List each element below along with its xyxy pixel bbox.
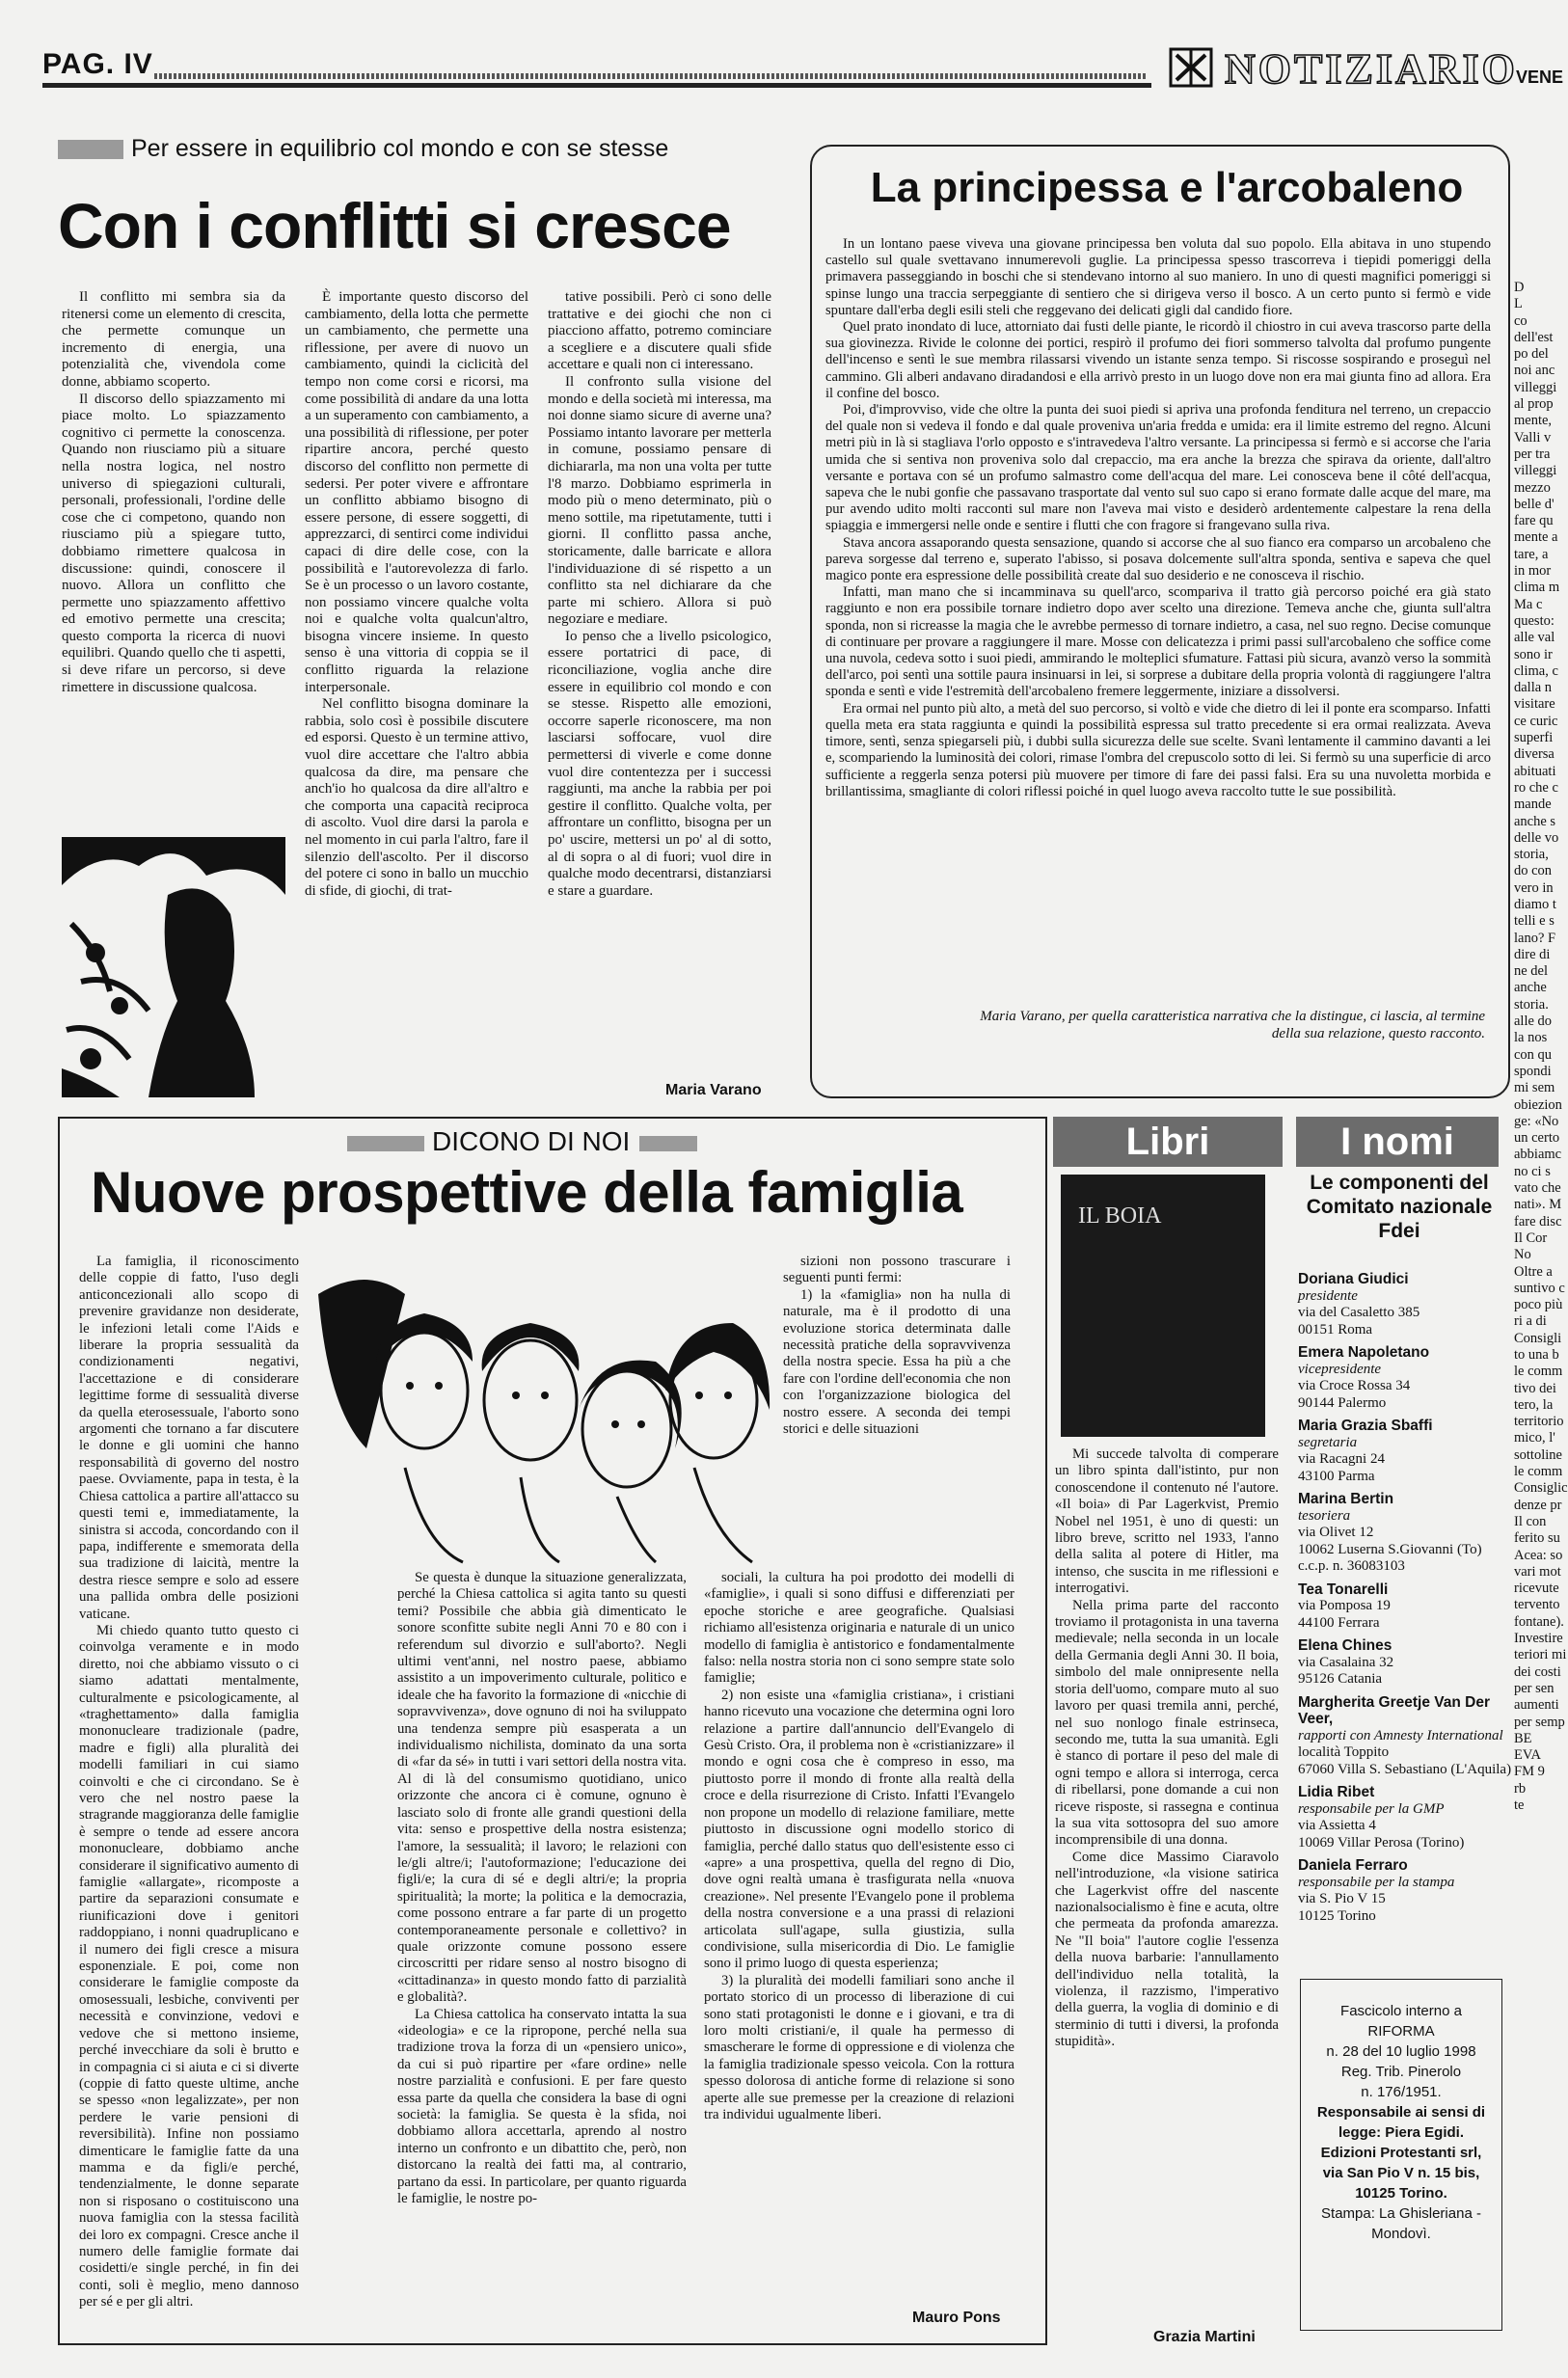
edge-fragment: Consigli bbox=[1514, 1330, 1562, 1346]
member-name: Tea Tonarelli bbox=[1298, 1581, 1389, 1598]
paragraph: Se questa è dunque la situazione generalizzata, perché la Chiesa cattolica si agita tanto su questi temi? Possibile che abbia già dimenticato le sonore sconfitte subite negli Anni 70 e 80 con i referendum sul divorzio e sull'aborto?. Negli ultimi vent'anni, nel nostro paese, abbiamo assistito a un impoverimento culturale, politico e ideale che ha favorito la formazione di «nicchie di sopravvivenza», dove ognuno di noi ha sviluppato una tendenza sempre più esasperata a un individualismo nichilista, dominato da una sorta di «far da sé» in tutti i vari settori della nostra vita. Al di là del consumismo quotidiano, unico orizzonte che ancora ci è comune, ognuno è lasciato solo di fronte alle grandi questioni della vita: senso e prospettive della nostra esistenza; l'amore, la sessualità; il lavoro; le relazioni con le/gli altre/i; l'autoformazione; l'educazione dei figli/e; la cura di sé e degli altri/e; la propria spiritualità; la morte; la politica e la democrazia, come possono entrare a far parte di un progetto contemporaneamente personale e collettivo? in quale orizzonte comune possono essere circoscritti per ridare senso al nostro bisogno di «cittadinanza» in questo mondo fatto di parzialità e globalità?. bbox=[397, 1570, 687, 2006]
edge-fragment: la nos bbox=[1514, 1030, 1548, 1046]
edge-fragment: superfi bbox=[1514, 730, 1554, 746]
paragraph: Nella prima parte del racconto troviamo il protagonista in una taverna medievale; nella seconda in un locale della Germania degli Anni 30. Il boia, simbolo del male onnipresente nella storia dell'uomo, comparе muto al suo lavoro per quasi tremila anni, perché, nel suo nonlogo finale estrinseca, secondo me, tutta la sua umanità. Egli è stanco di portare il peso del male di ogni tempo e allora si interroga, cerca di ribellarsi, pone domande a cui non riceve risposte, si rassegna e continua la sua vita sottosopra del suo amore incomprensibile di una donna. bbox=[1055, 1597, 1279, 1849]
paragraph: Mi succede talvolta di comperare un libro spinta dall'istinto, pur non conoscendone il contenuto né l'autore. «Il boia» di Par Lagerkvist, Premio Nobel nel 1951, è uno di questi: un libro breve, scritto nel 1933, l'anno della salita al potere di Hitler, ma intenso, che suscita in me riflessioni e interrogativi. bbox=[1055, 1446, 1279, 1597]
member-entry bbox=[1298, 1418, 1512, 1485]
edge-fragment: mezzo bbox=[1514, 479, 1551, 496]
edge-fragment: anche s bbox=[1514, 813, 1556, 829]
member-address: via Racagni 24 bbox=[1298, 1451, 1385, 1467]
edge-fragment: clima m bbox=[1514, 580, 1560, 596]
colophon-line: n. 176/1951. bbox=[1361, 2084, 1442, 2100]
kicker-marker bbox=[58, 140, 123, 159]
paragraph: Come dice Massimo Ciaravolo nell'introduzione, «la visione satirica che Lagerkvist offre del nascente nazionalsocialismo è fine e acuta, oltre che permeata da profonda amarezza. Ne "Il boia" l'autore coglie l'essenza della nuova barbarie: l'annullamento dell'individuo nella totalità, la violenza, il razzismo, l'imperativo della guerra, la voglia di dominio e di sterminio di tutti i diversi, la profonda stupidità». bbox=[1055, 1849, 1279, 2050]
edge-fragment: ricevute bbox=[1514, 1581, 1559, 1597]
paragraph: Quel prato inondato di luce, attorniato dai fusti delle piante, le ricordò il chiostro in cui aveva trascorso parte della sua giovinezza. Rivide le colonne dei portici, respirò il profumo dei fiori sommerso talvolta dal profumo pungente dell'incenso e sentì le sue membra rilassarsi vivendo un istante senza tempo. Si riscosse sospirando e proseguì nel cammino. Gli alberi andavano diradandosi e ella arrivò presto in un luogo dove non era mai giunta fino ad allora. Era il confine del bosco. bbox=[825, 319, 1491, 401]
member-address: via Casalaina 32 bbox=[1298, 1654, 1394, 1670]
article3-col3 bbox=[704, 1570, 1014, 2303]
edge-fragment: abbiamc bbox=[1514, 1147, 1562, 1163]
edge-fragment: mente, bbox=[1514, 413, 1553, 429]
paragraph: 1) la «famiglia» non ha nulla di naturale, ma è il prodotto di una evoluzione storica determinata dalle necessità pratiche della sopravvivenza della nostra specie. Essa ha più a che fare con l'ordine dell'economia che non con l'organizzazione biologica del nostro essere. A seconda dei tempi storici e delle situazioni bbox=[783, 1286, 1011, 1438]
kicker-text: DICONO DI NOI bbox=[432, 1126, 631, 1156]
edge-fragment: tervento bbox=[1514, 1597, 1560, 1613]
edge-fragment: po del bbox=[1514, 346, 1549, 363]
edge-fragment: territorio bbox=[1514, 1414, 1564, 1430]
paragraph: Io penso che a livello psicologico, essere portatrici di pace, di riconciliazione, voglia anche dire essere in equilibrio col mondo e con se stesse. Rispetto alle emozioni, occorre saperle riconoscere, ma non lasciarsi soffocare, vuol dire permettersi di viverle e come donne vuol dire contentezza per i successi raggiunti, ma anche la rabbia per poi gestire il conflitto. Qualche volta, per affrontare un conflitto, bisogna per un po' uscire, mettersi un po' al di sotto, al di sopra o al di fuori; vuol dire in qualche modo decentrarsi, distanziarsi e stare a guardare. bbox=[548, 628, 771, 899]
edge-fragment: dell'est bbox=[1514, 329, 1554, 345]
edge-fragment: le comm bbox=[1514, 1464, 1563, 1480]
books-body bbox=[1055, 1446, 1279, 2319]
header-rule-thin bbox=[154, 73, 1148, 79]
edge-fragment: Acea: so bbox=[1514, 1547, 1563, 1563]
edge-fragment: suntivo c bbox=[1514, 1280, 1565, 1296]
edge-fragment: al prop bbox=[1514, 396, 1554, 413]
edge-fragment: villeggi bbox=[1514, 379, 1557, 395]
edge-fragment: teriori mi bbox=[1514, 1647, 1567, 1663]
edge-fragment: delle vo bbox=[1514, 829, 1559, 846]
edge-fragment: lano? F bbox=[1514, 930, 1556, 946]
masthead-logo-icon bbox=[1167, 43, 1215, 92]
edge-fragment: ne del bbox=[1514, 963, 1549, 980]
edge-fragment: EVA bbox=[1514, 1747, 1541, 1764]
edge-fragment: diamo t bbox=[1514, 896, 1556, 912]
colophon-line: Edizioni Protestanti srl, bbox=[1320, 2145, 1482, 2161]
edge-fragment: ri a di bbox=[1514, 1313, 1547, 1330]
article2-body bbox=[825, 236, 1491, 998]
member-address: via S. Pio V 15 bbox=[1298, 1891, 1386, 1906]
member-entry bbox=[1298, 1637, 1512, 1689]
member-role: responsabile per la stampa bbox=[1298, 1874, 1455, 1890]
member-city: 10062 Luserna S.Giovanni (To) bbox=[1298, 1541, 1482, 1557]
member-name: Elena Chines bbox=[1298, 1637, 1392, 1654]
member-address: via del Casaletto 385 bbox=[1298, 1305, 1420, 1320]
paragraph: sociali, la cultura ha poi prodotto dei modelli di «famiglie», i quali si sono diffusi e differenziati per epoche storiche e aree geografiche. Qualsiasi richiamo all'esistenza originaria e naturale di un unico modello di famiglia è antistorico e fondamentalmente falso: nella nostra storia non ci sono sempre state solo famiglie; bbox=[704, 1570, 1014, 1687]
edge-fragment: noi anc bbox=[1514, 363, 1555, 379]
kicker-text: Per essere in equilibrio col mondo e con se stesse bbox=[131, 135, 669, 162]
book-cover-title: IL BOIA bbox=[1078, 1203, 1162, 1229]
member-role: rapporti con Amnesty International bbox=[1298, 1727, 1503, 1743]
edge-fragment: fontane). bbox=[1514, 1613, 1564, 1630]
page-number: PAG. IV bbox=[42, 48, 153, 80]
colophon-line: via San Pio V n. 15 bis, bbox=[1322, 2165, 1480, 2181]
edge-fragment: storia, bbox=[1514, 847, 1549, 863]
edge-fragment: Oltre a bbox=[1514, 1263, 1553, 1280]
paragraph: Era ormai nel punto più alto, a metà del suo percorso, si voltò e vide che dietro di lei il ponte era scomparso. Infatti quella meta era stata raggiunta e quindi la possibilità espressa sul tratto precedente si era ormai realizzata. Aveva timore, sentì, senza spiegarseli più, i dubbi sulla sicurezza delle sue scelte. Svanì lentamente il cammino davanti a lei e, scompariendo la luminosità dei colori, rimase l'ombra del crepuscolo sotto di lei. Si fermò su una superficie di arco sufficiente a reggerla senza potersi più muovere per timore di fare dei passi falsi. Era su una nuvoletta morbida e brillantissima, smagliante di colori riflessi poiché in quel luogo aveva raccolto tutte le sue possibilità. bbox=[825, 700, 1491, 799]
edge-fragment: poco più bbox=[1514, 1297, 1563, 1313]
edge-fragment: BE bbox=[1514, 1730, 1532, 1746]
edge-fragment: alle val bbox=[1514, 630, 1555, 646]
article1-headline: Con i conflitti si cresce bbox=[58, 190, 731, 261]
article3-kicker bbox=[347, 1126, 705, 1157]
edge-fragment: ro che c bbox=[1514, 779, 1558, 796]
colophon-line: Fascicolo interno a bbox=[1340, 2003, 1462, 2019]
paragraph: tative possibili. Però ci sono delle trattative e dei giochi che non ci piacciono affatto, potremo cominciare a sceglierе e a discutere quali sfide accettare e quali non ci interessano. bbox=[548, 289, 771, 373]
names-title: Le componenti del Comitato nazionale Fdei bbox=[1306, 1172, 1493, 1242]
edge-fragment: dire di bbox=[1514, 946, 1551, 962]
paragraph: La famiglia, il riconoscimento delle coppie di fatto, l'uso degli anticoncezionali allo scopo di prevenire gravidanze non desiderate, le infezioni letali come l'Aids e liberare la propria sessualità da condizionamenti negativi, l'accettazione e di considerare legittime forme di sessualità diverse da quella eterosessuale, l'aborto sono argomenti che tornano a far discutere le donne e gli uomini che hanno responsabilità di governo del nostro paese. Ovviamente, papa in testa, è la Chiesa cattolica a partire all'attacco su questi temi e, immediatamente, la sinistra si accoda, concordando con il papa, indifferente e smemorata della sua tradizione di laicità, mentre la destra riesce sempre e solo ad essere una pallida ombra delle posizioni vaticane. bbox=[79, 1254, 299, 1622]
member-entry bbox=[1298, 1491, 1512, 1576]
member-entry bbox=[1298, 1694, 1512, 1779]
edge-fragment: vato che bbox=[1514, 1180, 1561, 1197]
member-city: 90144 Palermo bbox=[1298, 1394, 1387, 1411]
faces-illustration bbox=[309, 1256, 771, 1562]
edge-fragment: telli e s bbox=[1514, 913, 1554, 930]
member-entry bbox=[1298, 1784, 1512, 1851]
article2-headline: La principessa e l'arcobaleno bbox=[870, 164, 1464, 211]
colophon-line: Reg. Trib. Pinerolo bbox=[1340, 2064, 1462, 2080]
article1-col2 bbox=[305, 289, 528, 1109]
edge-fragment: fare disc bbox=[1514, 1213, 1562, 1230]
edge-fragment: villeggi bbox=[1514, 463, 1557, 479]
paragraph: Nel conflitto bisogna dominare la rabbia, solo così è possibile discutere ed esporsi. Questo è un termine attivo, vuol dire accettare che l'altro abbia qualcosa da dire, ma pensare che anch'io ho qualcosa da dire all'altro e che comporta una capacità reciproca di ascolto. Vuol dire darsi la parola e nel momento in cui parla l'altro, fare il silenzio dell'ascolto. Per il discorso del potere ci sono in ballo un mucchio di sfide, di giochi, di trat- bbox=[305, 696, 528, 899]
article3-col3-top bbox=[783, 1254, 1011, 1564]
edge-fragment: per sen bbox=[1514, 1680, 1554, 1696]
names-banner: I nomi bbox=[1296, 1117, 1499, 1167]
edge-fragment: vari mot bbox=[1514, 1563, 1561, 1580]
member-name: Doriana Giudici bbox=[1298, 1271, 1409, 1287]
paragraph: È importante questo discorso del cambiamento, della lotta che permette un cambiamento, che permette una riflessione, per avere di nuovo un cambiamento, quindi la ciclicità del tempo non come corsi e ricorsi, ma come possibilità di andare da una lotta a un superamento con cambiamento, a una possibilità di riflessione, per poter ripartire ancora, perché questo discorso del conflitto non permette di sedersi. Per poter vivere e affrontare un conflitto abbiamo bisogno di essere persone, di essere soggetti, di apprezzarci, di sentirci come individui capaci di dire delle cose, con la possibilità e l'autorevolezza di farlo. Se è un processo o un lavoro costante, non possiamo vincere qualche volta noi e qualche volta qualcun'altro, bisogna vincere insieme. In questo senso è una vittoria di coppia se il conflitto riguarda la relazione interpersonale. bbox=[305, 289, 528, 695]
article1-col3 bbox=[548, 289, 771, 1080]
colophon-line: Stampa: La Ghisleriana - bbox=[1321, 2205, 1481, 2222]
member-name: Daniela Ferraro bbox=[1298, 1857, 1408, 1874]
paragraph: Il discorso dello spiazzamento mi piace molto. Lo spiazzamento cognitivo ci permette la conoscenza. Quando non riusciamo più a situare nella nostra logica, nel nostro universo di spiegazioni culturali, personali, professionali, l'ordine delle cose che ci competono, quando non riusciamo più a spiegare tutto, dobbiamo rimettere qualcosa in discussione: quindi, conoscere il nuovo. Allora un conflitto che permette uno spiazzamento affettivo ed emotivo permette una crescita; questo comporta la ricerca di nuovi equilibri. Quando quello che ti aspetti, si deve rifare un percorso, si deve rimettere in discussione qualcosa. bbox=[62, 391, 285, 695]
woman-illustration bbox=[62, 837, 285, 1097]
article1-signature: Maria Varano bbox=[665, 1082, 762, 1098]
edge-fragment: storia. bbox=[1514, 996, 1549, 1013]
colophon-line: Responsabile ai sensi di bbox=[1316, 2104, 1486, 2121]
edge-fragment: spondi bbox=[1514, 1063, 1552, 1079]
edge-fragment: Il con bbox=[1514, 1513, 1547, 1529]
member-role: tesoriera bbox=[1298, 1507, 1351, 1524]
edge-fragment: anche bbox=[1514, 980, 1547, 996]
edge-fragment: L bbox=[1514, 296, 1523, 312]
edge-fragment: abituati bbox=[1514, 763, 1556, 779]
member-address: via Croce Rossa 34 bbox=[1298, 1378, 1411, 1393]
books-signature: Grazia Martini bbox=[1153, 2329, 1256, 2345]
edge-masthead: VENE bbox=[1516, 68, 1564, 87]
member-entry bbox=[1298, 1857, 1512, 1925]
edge-fragment: Investire bbox=[1514, 1631, 1563, 1647]
colophon-line: RIFORMA bbox=[1367, 2023, 1435, 2040]
facing-page-fragments bbox=[1514, 280, 1568, 2324]
member-city: 10125 Torino bbox=[1298, 1907, 1376, 1924]
edge-fragment: le comm bbox=[1514, 1364, 1563, 1380]
edge-fragment: No bbox=[1514, 1247, 1531, 1263]
edge-fragment: te bbox=[1514, 1797, 1525, 1814]
article1-col1 bbox=[62, 289, 285, 829]
edge-fragment: Ma c bbox=[1514, 596, 1543, 612]
article3-col1 bbox=[79, 1254, 299, 2329]
edge-fragment: Valli v bbox=[1514, 429, 1552, 446]
edge-fragment: do con bbox=[1514, 863, 1553, 879]
edge-fragment: aumenti bbox=[1514, 1697, 1559, 1714]
member-city: 95126 Catania bbox=[1298, 1671, 1383, 1687]
article3-col2 bbox=[397, 1570, 687, 2332]
edge-fragment: visitare bbox=[1514, 696, 1555, 713]
paragraph: Infatti, man mano che si incamminava su quell'arco, scompariva il tratto già percorso poiché era già stato raggiunto e non era possibile tornare indietro dopo aver scelto una direzione. Temeva anche che, giunta sull'altra sponda, non si ricreasse la magia che le avrebbe permesso di tornare indietro, a casa, nel suo regno. Decise comunque di continuare per provare a raggiungere il mare. Mosse con delicatezza i primi passi sull'arcobaleno che soffice come una nuvola, cedeva sotto i suoi piedi, ammirando le molteplici sfumature. Fattasi più sicura, avanzò verso la sommità dell'arco, poi sentì una sottile paura insinuarsi in lei, si sorprese a dubitare della propria volontà di raggiungere l'altra sponda e sentì e vide l'estremità dell'arcobaleno fremere leggermente, iniziare a dissolversi. bbox=[825, 584, 1491, 700]
article1-kicker bbox=[58, 135, 668, 163]
edge-fragment: belle d' bbox=[1514, 496, 1554, 512]
edge-fragment: mente a bbox=[1514, 529, 1558, 546]
paragraph: Il confronto sulla visione del mondo e della società mi interessa, ma noi donne siamo sicure di averne una? Possiamo intanto lavorare per metterla in comune, possiamo pensare di dichiararla, ma non una volta per tutte l'8 marzo. Dobbiamo esprimerla in modo più o meno determinato, più o meno sottile, ma ripetutamente, tutti i giorni. Il conflitto passa anche, storicamente, dalle barricate e allora l'individuazione di sé rispetto a un conflitto sta nel dichiarare da che parte mi schiero. Allora si può negoziare e mediare. bbox=[548, 373, 772, 628]
edge-fragment: to una b bbox=[1514, 1347, 1559, 1363]
member-entry bbox=[1298, 1344, 1512, 1412]
paragraph: Stava ancora assaporando questa sensazione, quando si accorse che al suo fianco era comparso un arcobaleno che pareva sorgesse dal terreno e, superato l'abisso, si posava dolcemente sull'altra sponda, sentiva e sapeva che quel magico ponte era espressione delle possibilità create dal suo desiderio e ne conosceva il rischio. bbox=[825, 534, 1491, 584]
book-cover bbox=[1061, 1175, 1265, 1437]
member-address: via Olivet 12 bbox=[1298, 1525, 1374, 1540]
masthead-title: NOTIZIARIO bbox=[1225, 45, 1518, 93]
edge-fragment: D bbox=[1514, 280, 1525, 295]
edge-fragment: Il Cor bbox=[1514, 1230, 1548, 1246]
colophon-line: n. 28 del 10 luglio 1998 bbox=[1326, 2043, 1476, 2060]
header-rule bbox=[42, 83, 1151, 88]
edge-fragment: FM 9 bbox=[1514, 1764, 1545, 1780]
colophon-line: legge: Piera Egidi. bbox=[1338, 2124, 1465, 2141]
names-list bbox=[1298, 1271, 1512, 1965]
paragraph: In un lontano paese viveva una giovane principessa ben voluta dal suo popolo. Ella abitava in uno stupendo castello sul quale svettavano innumerevoli guglie. La principessa spesso trascorreva i tiepidi pomeriggi della primavera passeggiando in boschi che si stendevano intorno al suo maniero. In uno di questi magnifici pomeriggi si spinse lungo una traccia serpeggiante di sentiero che si dirigeva verso il bosco. A un certo punto si fermò e vide spuntare dall'erba degli esili steli che reggevano dei delicati gigli dal candido fiore. bbox=[825, 236, 1491, 318]
paragraph: 2) non esiste una «famiglia cristiana», i cristiani hanno ricevuto una vocazione che determina ogni loro relazione a partire dall'annuncio dell'Evangelo di Gesù Cristo. Ora, il problema non è «cristianizzare» il mondo e ogni cosa che è compreso in esso, ma piuttosto porre il mondo di fronte alla realtà della croce e della risurrezione di Cristo. Infatti l'Evangelo non propone un modello di relazione familiare, mette piuttosto in discussione ogni modello storico di famiglia, perché dallo status quo dell'esistente esso ci «apre» a una prospettiva, quella del regno di Dio, dove ogni realtà umana è trasfigurata nella «nuova creazione». Nel presente l'Evangelo pone il problema della nostra conversione e a una prassi di relazioni articolata sull'agape, sulla giustizia, sulla condivisione, sulla misericordia di Dio. Le famiglie sono il primo luogo di questa esperienza; bbox=[704, 1687, 1014, 1972]
member-name: Lidia Ribet bbox=[1298, 1784, 1375, 1800]
member-name: Maria Grazia Sbaffi bbox=[1298, 1418, 1433, 1434]
member-role: segretaria bbox=[1298, 1434, 1358, 1450]
member-entry bbox=[1298, 1271, 1512, 1338]
member-city: 00151 Roma bbox=[1298, 1321, 1373, 1338]
member-address: via Pomposa 19 bbox=[1298, 1598, 1391, 1613]
edge-fragment: sottoline bbox=[1514, 1446, 1562, 1463]
article3-headline: Nuove prospettive della famiglia bbox=[91, 1160, 963, 1225]
member-city: 43100 Parma bbox=[1298, 1468, 1375, 1484]
member-name: Emera Napoletano bbox=[1298, 1344, 1430, 1361]
edge-fragment: vero in bbox=[1514, 879, 1554, 896]
colophon-box bbox=[1300, 1979, 1502, 2331]
edge-fragment: ferito su bbox=[1514, 1530, 1560, 1547]
edge-fragment: nati». M bbox=[1514, 1197, 1562, 1213]
member-city: 44100 Ferrara bbox=[1298, 1614, 1380, 1631]
edge-fragment: clima, c bbox=[1514, 662, 1558, 679]
member-city: 67060 Villa S. Sebastiano (L'Aquila) bbox=[1298, 1761, 1512, 1777]
paragraph: 3) la pluralità dei modelli familiari sono anche il portato storico di un processo di liberazione di cui sono stati protagonisti le donne e i giovani, e tra di loro molti cristiani/e, il quale ha permesso di smascherare le forme di oppressione e di violenza che la famiglia tradizionale spesso veicola. Con la rottura spesso dolorosa di antiche forme di relazione si sono aperte alle sue premesse per la creazione di relazioni tra individui ugualmente liberi. bbox=[704, 1972, 1014, 2122]
member-name: Margherita Greetje Van Der Veer, bbox=[1298, 1693, 1490, 1727]
edge-fragment: mi sem bbox=[1514, 1080, 1555, 1096]
edge-fragment: tare, a bbox=[1514, 546, 1549, 562]
edge-fragment: fare qu bbox=[1514, 513, 1554, 529]
paragraph: La Chiesa cattolica ha conservato intatta la sua «ideologia» e ce la ripropone, perché nella sua tradizione trova la forza di un «pensiero unico», da cui si può ripartire per «fare ordine» nelle nostre parzialità e confusioni. E per fare questo essa parte da quella che considera la base di ogni società: la famiglia. Se questa è la sfida, noi dobbiamo allora accettarla, aprendo al nostro interno un confronto e un dibattito che, però, non distorcano la realtà dei fatti ma, al contrario, partano da essi. In particolare, per quanto riguarda le famiglie, le nostre po- bbox=[397, 2006, 687, 2207]
edge-fragment: rb bbox=[1514, 1780, 1527, 1797]
edge-fragment: alle do bbox=[1514, 1013, 1553, 1030]
paragraph: sizioni non possono trascurare i seguenti punti fermi: bbox=[783, 1254, 1011, 1286]
colophon-line: Mondovì. bbox=[1371, 2226, 1431, 2242]
paragraph: Il conflitto mi sembra sia da ritenersi come un elemento di crescita, che permette comunque un incremento di energia, una potenzialità che, vivendola come donne, abbiamo scoperto. bbox=[62, 289, 285, 390]
member-address: località Toppito bbox=[1298, 1744, 1390, 1760]
edge-fragment: diversa bbox=[1514, 746, 1554, 763]
member-entry bbox=[1298, 1581, 1512, 1633]
edge-fragment: mande bbox=[1514, 797, 1552, 813]
edge-fragment: per tra bbox=[1514, 446, 1551, 462]
article2-note: Maria Varano, per quella caratteristica narrativa che la distingue, ci lascia, al termine della sua relazione, questo racconto. bbox=[980, 1009, 1485, 1041]
colophon-line: 10125 Torino. bbox=[1355, 2185, 1447, 2202]
edge-fragment: co bbox=[1514, 312, 1527, 329]
edge-fragment: dalla n bbox=[1514, 680, 1553, 696]
member-address: via Assietta 4 bbox=[1298, 1818, 1376, 1833]
edge-fragment: Consiglic bbox=[1514, 1480, 1568, 1497]
paragraph: Poi, d'improvviso, vide che oltre la punta dei suoi piedi si apriva una profonda fenditura nel terreno, un crepaccio del quale non si vedeva il fondo e dal quale proveniva un'aria fredda e umida: era il limite estremo del regno. Alcuni metri più in là si stagliava l'orlo opposto e s'intravedeva l'altro versante. La principessa si fermò e si accorse che l'aria umida che si sentiva non proveniva solo dal crepaccio, ma era anche la brezza che spirava da oriente, dall'altro versante e portava con sé un profumo salmastro come dell'acqua del mare. Lei conosceva bene il côté dell'acqua, sapeva che le nubi gonfie che passavano trasportate dal vento sul suo capo si erano formate dalle acque del mare, ma pur avendo udito molti racconti sul mare non l'aveva mai visto e desiderò ardentemente calpestare la rena della spiaggia e immergersi nelle onde e sentire i flutti che con fragore si frangevano sulla riva. bbox=[825, 402, 1491, 534]
edge-fragment: tivo dei bbox=[1514, 1380, 1556, 1396]
edge-fragment: mico, l' bbox=[1514, 1430, 1555, 1446]
edge-fragment: no ci s bbox=[1514, 1163, 1551, 1179]
books-banner: Libri bbox=[1053, 1117, 1283, 1167]
edge-fragment: un certo bbox=[1514, 1130, 1560, 1147]
member-account: c.c.p. n. 36083103 bbox=[1298, 1558, 1405, 1574]
edge-fragment: denze pr bbox=[1514, 1497, 1562, 1513]
edge-fragment: ce curic bbox=[1514, 713, 1558, 729]
edge-fragment: dei costi bbox=[1514, 1663, 1561, 1680]
member-role: presidente bbox=[1298, 1287, 1358, 1304]
edge-fragment: questo: bbox=[1514, 612, 1554, 629]
edge-fragment: con qu bbox=[1514, 1046, 1553, 1063]
member-city: 10069 Villar Perosa (Torino) bbox=[1298, 1834, 1465, 1851]
article3-signature: Mauro Pons bbox=[912, 2310, 1001, 2326]
edge-fragment: obiezion bbox=[1514, 1096, 1562, 1113]
member-role: responsabile per la GMP bbox=[1298, 1800, 1445, 1817]
member-role: vicepresidente bbox=[1298, 1361, 1382, 1377]
edge-fragment: ge: «No bbox=[1514, 1113, 1559, 1129]
edge-fragment: sono ir bbox=[1514, 646, 1553, 662]
edge-fragment: per semp bbox=[1514, 1714, 1565, 1730]
paragraph: Mi chiedo quanto tutto questo ci coinvolga veramente e in modo diretto, noi che abbiamo vissuto o ci siamo adattati mentalmente, culturalmente e psicologicamente, al «traghettamento» dalla famiglia mononucleare tradizionale (padre, madre e figli) alla pluralità dei modelli familiari in cui siamo coinvolti e che ci circondano. Se è vero che nel nostro paese la stragrande maggioranza delle famiglie è sempre o tende ad essere ancora mononucleare, dobbiamo anche considerare il significativo aumento di famiglie «allargate», ricomposte a partire da separazioni consumate e riunificazioni dove i genitori raddoppiano, i nonni quadruplicano e il numero dei figli cresce a misura esponenziale. E poi, come non considerare le famiglie composte da omosessuali, lesbiche, conviventi per necessità e convinzione, vedovi e vedove che si mettono insieme, perché invecchiare da soli è brutto e in compagnia ci si aiuta e ci si diverte (coppie di fatto queste ultime, anche se spesso «non legalizzate», per non perdere le varie pensioni di reversibilità). Infine non possiamo dimenticare le famiglie fatte da una mamma e da figli/e perché, tendenzialmente, le donne separate non si risposano o costituiscono una nuova famiglia con la stessa facilità dei loro ex compagni. Cresce anche il numero delle famiglie formate dai cosidetti/e single perché, in fin dei conti, soli è meglio, meno dannoso per sé e per gli altri. bbox=[79, 1622, 299, 2310]
member-name: Marina Bertin bbox=[1298, 1491, 1394, 1507]
edge-fragment: in mor bbox=[1514, 563, 1552, 580]
edge-fragment: tero, la bbox=[1514, 1396, 1554, 1413]
